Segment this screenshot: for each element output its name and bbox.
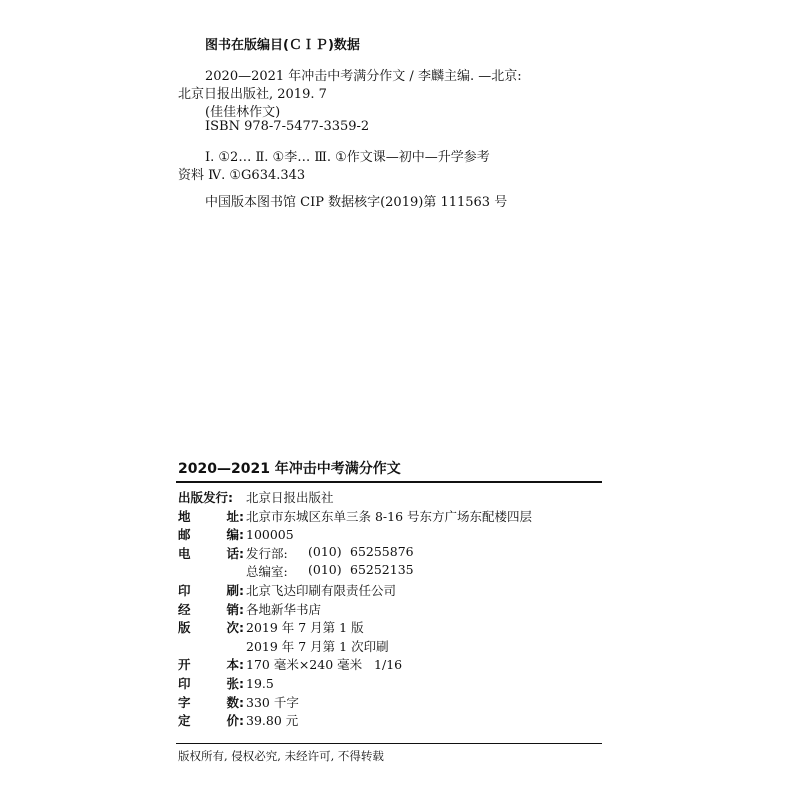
words-label: 字 数: — [178, 694, 244, 710]
printer-label: 印 刷: — [178, 582, 244, 598]
cip-line-title-editor: 2020—2021 年冲击中考满分作文 / 李麟主编. —北京: — [205, 69, 522, 84]
cip-line-classification: 资料 Ⅳ. ①G634.343 — [178, 168, 306, 183]
words-value: 330 千字 — [246, 694, 299, 710]
postcode-value: 100005 — [246, 527, 294, 543]
price-value: 39.80 元 — [246, 713, 299, 729]
phone-row-2 — [178, 562, 602, 581]
postcode-label: 邮 编: — [178, 527, 244, 543]
cip-line-series: (佳佳林作文) — [205, 105, 281, 120]
printer-row — [178, 581, 602, 600]
phone-row — [178, 544, 602, 563]
postcode-row — [178, 525, 602, 544]
publication-info — [178, 488, 602, 730]
cip-title: 图书在版编目(ＣＩＰ)数据 — [205, 38, 360, 53]
sheets-row — [178, 674, 602, 693]
book-title: 2020—2021 年冲击中考满分作文 — [178, 461, 401, 477]
price-label: 定 价: — [178, 713, 244, 729]
bottom-divider — [176, 743, 602, 744]
publisher-row — [178, 488, 602, 507]
cip-line-isbn: ISBN 978-7-5477-3359-2 — [205, 119, 370, 134]
format-row — [178, 655, 602, 674]
copyright-notice: 版权所有, 侵权必究, 未经许可, 不得转载 — [178, 749, 384, 763]
printing-value: 2019 年 7 月第 1 次印刷 — [246, 638, 389, 654]
edition-label: 版 次: — [178, 620, 244, 636]
publisher-label: 出版发行: — [178, 490, 233, 505]
phone-label: 电 话: — [178, 545, 244, 561]
cip-line-record-number: 中国版本图书馆 CIP 数据核字(2019)第 111563 号 — [205, 195, 508, 210]
publisher-value: 北京日报出版社 — [246, 490, 334, 505]
edition-row — [178, 618, 602, 637]
sheets-label: 印 张: — [178, 675, 244, 691]
distributor-row — [178, 600, 602, 619]
format-label: 开 本: — [178, 657, 244, 673]
top-divider — [176, 481, 602, 483]
printer-value: 北京飞达印刷有限责任公司 — [246, 582, 397, 598]
cip-line-subject: Ⅰ. ①2… Ⅱ. ①李… Ⅲ. ①作文课—初中—升学参考 — [205, 150, 490, 165]
sheets-value: 19.5 — [246, 675, 274, 691]
price-row — [178, 711, 602, 730]
distributor-label: 经 销: — [178, 601, 244, 617]
phone-distribution: 发行部: (010) 65255876 — [246, 543, 414, 561]
address-value: 北京市东城区东单三条 8-16 号东方广场东配楼四层 — [246, 508, 533, 524]
address-row — [178, 507, 602, 526]
printing-row — [178, 637, 602, 656]
address-label: 地 址: — [178, 508, 244, 524]
words-row — [178, 693, 602, 712]
cip-line-publisher-date: 北京日报出版社, 2019. 7 — [178, 87, 327, 102]
format-value: 170 毫米×240 毫米 1/16 — [246, 657, 403, 673]
distributor-value: 各地新华书店 — [246, 601, 322, 617]
phone-editorial: 总编室: (010) 65252135 — [246, 562, 414, 580]
edition-value: 2019 年 7 月第 1 版 — [246, 620, 364, 636]
